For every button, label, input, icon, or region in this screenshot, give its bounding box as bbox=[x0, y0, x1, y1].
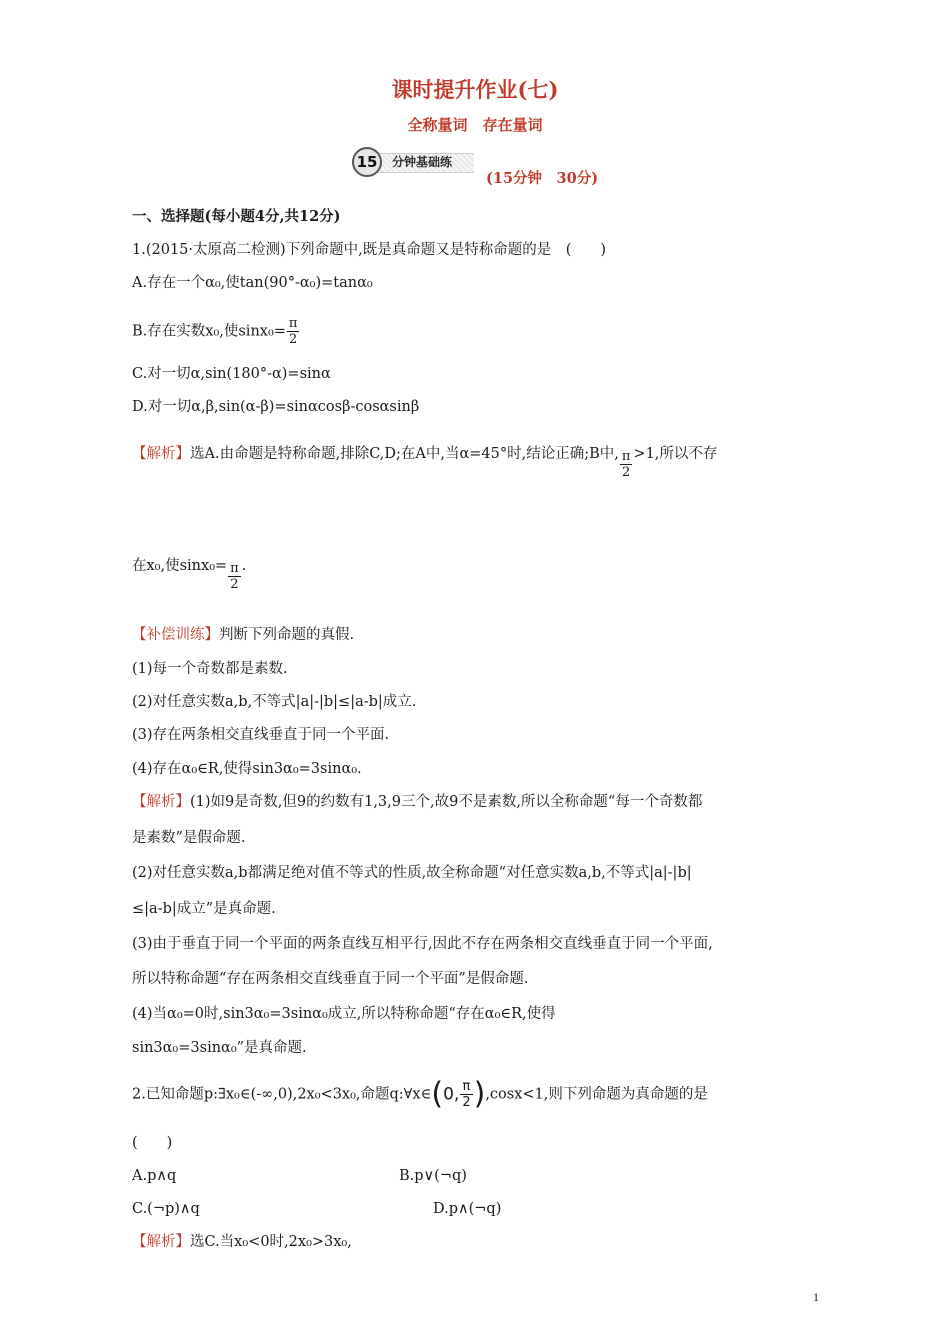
fraction-denominator: 2 bbox=[620, 464, 633, 480]
supplement-analysis-line: 是素数”是假命题. bbox=[132, 830, 246, 846]
q1-option-c: C.对一切α,sin(180°-α)=sinα bbox=[132, 366, 331, 382]
fraction-pi-over-2 bbox=[287, 316, 300, 347]
supplement-item: (4)存在α₀∈R,使得sin3α₀=3sinα₀. bbox=[132, 761, 362, 777]
fraction-numerator: π bbox=[621, 449, 631, 464]
q2-option-c: C.(¬p)∧q bbox=[132, 1201, 200, 1217]
analysis-tag: 【解析】 bbox=[132, 794, 190, 810]
open-paren-icon: ( bbox=[431, 1076, 444, 1112]
q2-stem bbox=[132, 1076, 708, 1112]
fraction-denominator: 2 bbox=[228, 576, 241, 592]
supplement-analysis-line: ≤|a-b|成立”是真命题. bbox=[132, 901, 276, 917]
fraction-numerator: π bbox=[288, 316, 298, 331]
q2-stem-prefix: 2.已知命题p:∃x₀∈(-∞,0),2x₀<3x₀,命题q:∀x∈ bbox=[132, 1086, 432, 1103]
analysis-text: (1)如9是奇数,但9的约数有1,3,9三个,故9不是素数,所以全称命题“每一个奇数都 bbox=[190, 794, 703, 810]
fraction-denominator: 2 bbox=[462, 1095, 471, 1110]
supplement-item: (3)存在两条相交直线垂直于同一个平面. bbox=[132, 727, 390, 743]
fraction-denominator: 2 bbox=[287, 331, 300, 347]
q2-option-b: B.p∨(¬q) bbox=[399, 1168, 467, 1184]
badge-number: 15 bbox=[352, 147, 382, 177]
supplement-intro: 判断下列命题的真假. bbox=[219, 627, 355, 643]
section-heading: 一、选择题(每小题4分,共12分) bbox=[132, 208, 341, 225]
page-title: 课时提升作业(七) bbox=[391, 77, 559, 102]
fraction-pi-over-2 bbox=[620, 449, 633, 480]
q1-option-d: D.对一切α,β,sin(α-β)=sinαcosβ-cosαsinβ bbox=[132, 399, 420, 415]
q1-option-b-text: B.存在实数x₀,使sinx₀= bbox=[132, 323, 286, 340]
page-number: 1 bbox=[813, 1290, 819, 1304]
q1-option-a: A.存在一个α₀,使tan(90°-α₀)=tanα₀ bbox=[132, 275, 373, 291]
page-subtitle: 全称量词 存在量词 bbox=[407, 116, 543, 134]
supplement-heading bbox=[132, 625, 354, 645]
q1-analysis-continued bbox=[132, 556, 246, 592]
q1-option-b bbox=[132, 316, 300, 347]
close-paren-icon: ) bbox=[473, 1076, 486, 1112]
q2-answer-blank: ( ) bbox=[132, 1135, 173, 1151]
q1-analysis-text: 选A.由命题是特称命题,排除C,D;在A中,当α=45°时,结论正确;B中, bbox=[190, 446, 619, 462]
analysis-tag: 【解析】 bbox=[132, 1234, 190, 1250]
supplement-analysis-line: sin3α₀=3sinα₀”是真命题. bbox=[132, 1040, 307, 1056]
supplement-item: (2)对任意实数a,b,不等式|a|-|b|≤|a-b|成立. bbox=[132, 694, 417, 710]
time-info: (15分钟 30分) bbox=[486, 170, 599, 187]
q2-analysis bbox=[132, 1232, 352, 1252]
fraction-numerator: π bbox=[462, 1079, 471, 1094]
fraction-pi-over-2 bbox=[228, 561, 241, 592]
q2-interval-left: 0, bbox=[443, 1084, 460, 1105]
q2-option-d: D.p∧(¬q) bbox=[433, 1201, 502, 1217]
supplement-analysis-line: (3)由于垂直于同一个平面的两条直线互相平行,因此不存在两条相交直线垂直于同一个平面, bbox=[132, 936, 713, 952]
q2-analysis-text: 选C.当x₀<0时,2x₀>3x₀, bbox=[190, 1234, 352, 1250]
q2-option-a: A.p∧q bbox=[132, 1168, 177, 1184]
analysis-tag: 【解析】 bbox=[132, 446, 190, 462]
supplement-item: (1)每一个奇数都是素数. bbox=[132, 661, 288, 677]
badge-text: 分钟基础练 bbox=[392, 155, 453, 169]
supplement-analysis-line: (4)当α₀=0时,sin3α₀=3sinα₀成立,所以特称命题“存在α₀∈R,使得 bbox=[132, 1006, 556, 1022]
q1-stem: 1.(2015·太原高二检测)下列命题中,既是真命题又是特称命题的是 ( ) bbox=[132, 242, 607, 258]
timing-badge bbox=[352, 147, 476, 177]
q1-analysis-tail: >1,所以不存 bbox=[633, 446, 718, 462]
supplement-analysis-line: 所以特称命题“存在两条相交直线垂直于同一个平面”是假命题. bbox=[132, 971, 529, 987]
supplement-analysis-line bbox=[132, 792, 702, 812]
fraction-pi-over-2 bbox=[460, 1079, 472, 1110]
supplement-analysis-line: (2)对任意实数a,b都满足绝对值不等式的性质,故全称命题“对任意实数a,b,不等式|a|-|b| bbox=[132, 865, 692, 881]
q1-analysis-cont-text: 在x₀,使sinx₀= bbox=[132, 558, 228, 574]
q2-stem-suffix: ,cosx<1,则下列命题为真命题的是 bbox=[485, 1086, 708, 1103]
fraction-numerator: π bbox=[230, 561, 239, 576]
supplement-tag: 【补偿训练】 bbox=[132, 627, 219, 643]
q1-analysis-cont-end: . bbox=[241, 558, 247, 574]
q1-analysis bbox=[132, 444, 717, 480]
